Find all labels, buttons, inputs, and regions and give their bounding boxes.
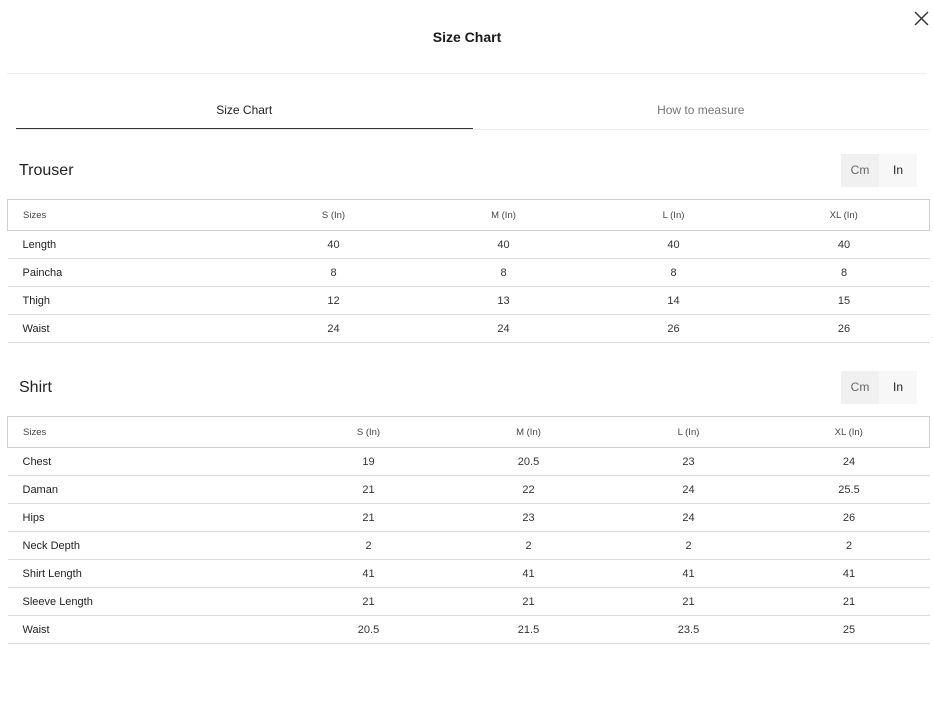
shirt-table-row bbox=[8, 588, 930, 616]
trouser-unit-cm[interactable]: Cm bbox=[841, 154, 879, 187]
shirt-section-title: Shirt bbox=[19, 379, 52, 396]
trouser-size-table bbox=[7, 199, 930, 343]
trouser-table-row bbox=[8, 259, 930, 287]
shirt-size-value: 24 bbox=[609, 504, 769, 532]
trouser-measurement-label: Thigh bbox=[8, 287, 249, 315]
trouser-table-row bbox=[8, 287, 930, 315]
trouser-header-cell: S (In) bbox=[249, 200, 419, 231]
trouser-size-value: 26 bbox=[759, 315, 930, 343]
trouser-size-value: 13 bbox=[419, 287, 589, 315]
trouser-header-cell: Sizes bbox=[8, 200, 249, 231]
shirt-size-value: 25 bbox=[769, 616, 930, 644]
shirt-size-value: 23 bbox=[609, 448, 769, 476]
trouser-measurement-label: Paincha bbox=[8, 259, 249, 287]
shirt-size-value: 24 bbox=[609, 476, 769, 504]
shirt-header-cell: L (In) bbox=[609, 417, 769, 448]
shirt-size-value: 21 bbox=[609, 588, 769, 616]
shirt-table-row bbox=[8, 532, 930, 560]
shirt-table-row bbox=[8, 616, 930, 644]
close-icon bbox=[911, 7, 933, 29]
trouser-unit-toggle bbox=[841, 154, 917, 187]
shirt-measurement-label: Neck Depth bbox=[8, 532, 289, 560]
shirt-table-header bbox=[8, 417, 930, 448]
shirt-size-value: 26 bbox=[769, 504, 930, 532]
shirt-size-value: 21 bbox=[289, 504, 449, 532]
shirt-header-cell: S (In) bbox=[289, 417, 449, 448]
shirt-header-cell: XL (In) bbox=[769, 417, 930, 448]
shirt-size-value: 21 bbox=[769, 588, 930, 616]
trouser-size-value: 40 bbox=[419, 231, 589, 259]
shirt-measurement-label: Sleeve Length bbox=[8, 588, 289, 616]
trouser-size-value: 8 bbox=[419, 259, 589, 287]
shirt-size-value: 25.5 bbox=[769, 476, 930, 504]
shirt-size-value: 21 bbox=[289, 588, 449, 616]
shirt-size-value: 23 bbox=[449, 504, 609, 532]
shirt-size-value: 2 bbox=[289, 532, 449, 560]
shirt-unit-cm[interactable]: Cm bbox=[841, 371, 879, 404]
shirt-size-value: 41 bbox=[289, 560, 449, 588]
shirt-size-value: 21.5 bbox=[449, 616, 609, 644]
trouser-size-value: 8 bbox=[249, 259, 419, 287]
shirt-table-row bbox=[8, 560, 930, 588]
trouser-size-value: 40 bbox=[589, 231, 759, 259]
close-button[interactable] bbox=[911, 7, 933, 29]
trouser-size-value: 24 bbox=[249, 315, 419, 343]
shirt-measurement-label: Shirt Length bbox=[8, 560, 289, 588]
trouser-header-cell: M (In) bbox=[419, 200, 589, 231]
shirt-header-cell: M (In) bbox=[449, 417, 609, 448]
shirt-measurement-label: Hips bbox=[8, 504, 289, 532]
trouser-unit-in[interactable]: In bbox=[892, 163, 903, 177]
shirt-size-value: 24 bbox=[769, 448, 930, 476]
trouser-size-value: 14 bbox=[589, 287, 759, 315]
trouser-size-value: 15 bbox=[759, 287, 930, 315]
shirt-measurement-label: Daman bbox=[8, 476, 289, 504]
shirt-table-row bbox=[8, 476, 930, 504]
trouser-measurement-label: Length bbox=[8, 231, 249, 259]
tab-size-chart[interactable]: Size Chart bbox=[16, 92, 473, 129]
shirt-measurement-label: Waist bbox=[8, 616, 289, 644]
shirt-unit-toggle bbox=[841, 371, 917, 404]
shirt-size-value: 41 bbox=[609, 560, 769, 588]
trouser-size-value: 8 bbox=[589, 259, 759, 287]
trouser-section-title: Trouser bbox=[19, 162, 74, 179]
shirt-size-value: 2 bbox=[449, 532, 609, 560]
shirt-size-value: 21 bbox=[289, 476, 449, 504]
modal-header bbox=[7, 0, 927, 74]
shirt-size-value: 2 bbox=[609, 532, 769, 560]
tab-bar bbox=[16, 92, 929, 130]
shirt-size-value: 23.5 bbox=[609, 616, 769, 644]
trouser-measurement-label: Waist bbox=[8, 315, 249, 343]
shirt-table-row bbox=[8, 448, 930, 476]
shirt-header-cell: Sizes bbox=[8, 417, 289, 448]
shirt-size-value: 22 bbox=[449, 476, 609, 504]
shirt-size-value: 19 bbox=[289, 448, 449, 476]
shirt-measurement-label: Chest bbox=[8, 448, 289, 476]
trouser-size-value: 40 bbox=[249, 231, 419, 259]
shirt-size-table bbox=[7, 416, 930, 644]
trouser-size-value: 8 bbox=[759, 259, 930, 287]
trouser-table-row bbox=[8, 231, 930, 259]
tab-how-to-measure[interactable]: How to measure bbox=[657, 103, 745, 117]
trouser-size-value: 40 bbox=[759, 231, 930, 259]
trouser-size-value: 12 bbox=[249, 287, 419, 315]
shirt-size-value: 20.5 bbox=[449, 448, 609, 476]
trouser-size-value: 26 bbox=[589, 315, 759, 343]
trouser-size-value: 24 bbox=[419, 315, 589, 343]
shirt-unit-in[interactable]: In bbox=[892, 380, 903, 394]
shirt-size-value: 20.5 bbox=[289, 616, 449, 644]
shirt-size-value: 41 bbox=[769, 560, 930, 588]
modal-title: Size Chart bbox=[432, 29, 502, 45]
trouser-header-cell: L (In) bbox=[589, 200, 759, 231]
trouser-table-header bbox=[8, 200, 930, 231]
shirt-table-row bbox=[8, 504, 930, 532]
trouser-header-cell: XL (In) bbox=[759, 200, 930, 231]
shirt-size-value: 41 bbox=[449, 560, 609, 588]
trouser-table-row bbox=[8, 315, 930, 343]
shirt-size-value: 2 bbox=[769, 532, 930, 560]
shirt-size-value: 21 bbox=[449, 588, 609, 616]
